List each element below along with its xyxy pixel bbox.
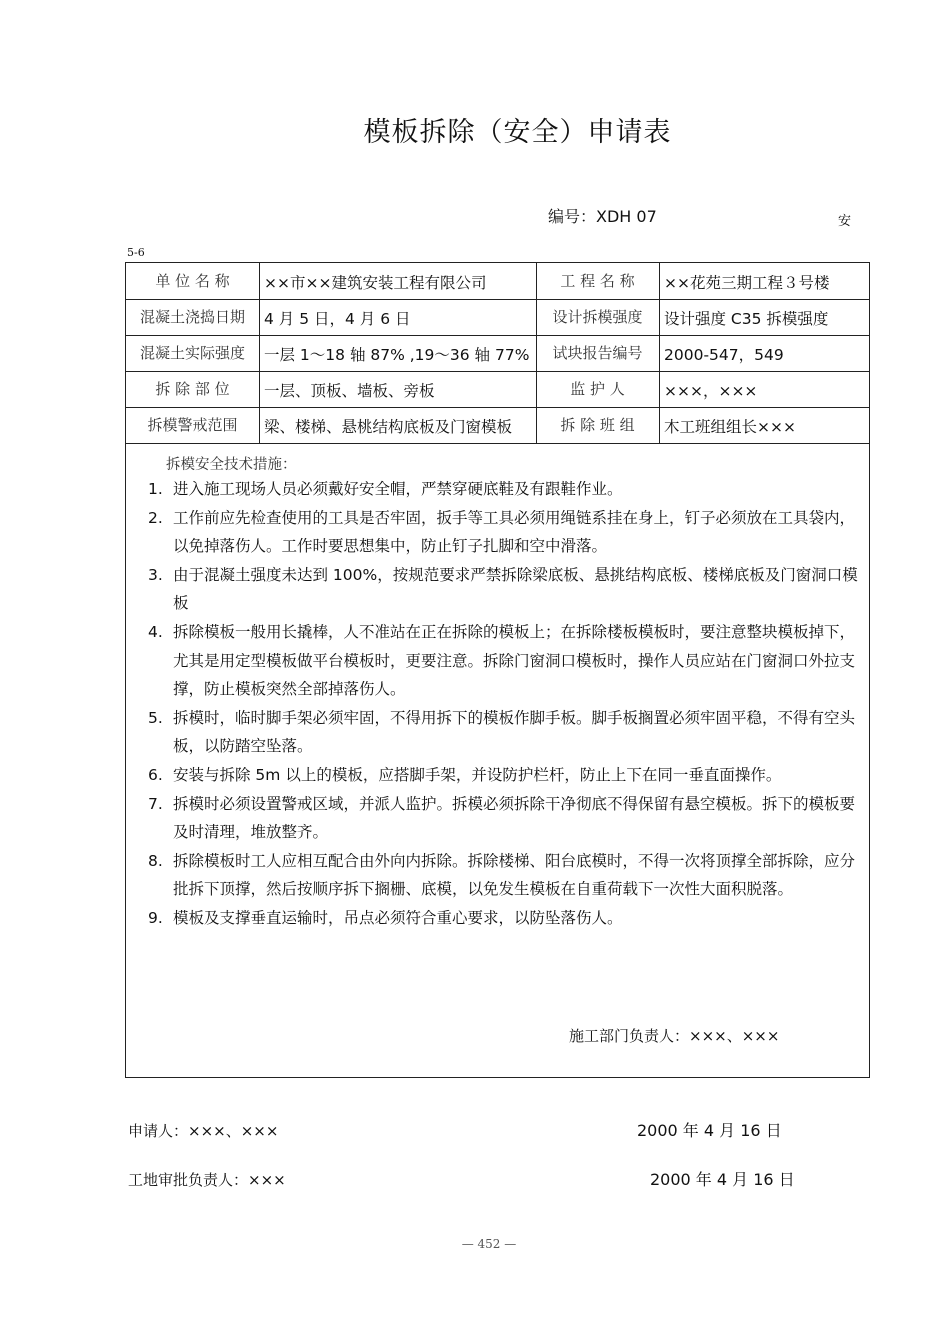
item-number: 8. [148,851,163,870]
page-title: 模板拆除（安全）申请表 [363,117,672,148]
approver-label: 工地审批负责人： [128,1171,249,1189]
item-text: 拆除模板一般用长撬棒，人不准站在正在拆除的模板上；在拆除楼板模板时，要注意整块模板掉下，尤其是用定型模板做平台模板时，更要注意。拆除门窗洞口模板时，操作人员应站在门窗洞口外拉支撑，防止模板突然全部掉落伤人。 [173,622,856,699]
field-label: 拆模警戒范围 [147,416,238,434]
applicant [128,1120,278,1141]
applicant-date: 2000 年 4 月 16 日 [637,1121,782,1140]
list-item [148,761,858,790]
list-item [148,504,858,561]
column-divider [659,263,660,443]
field-label: 混凝土实际强度 [139,344,245,362]
field-label: 拆 除 班 组 [560,416,635,434]
list-item [148,561,858,618]
document-code [548,204,657,227]
field-value: 梁、楼梯、悬桃结构底板及门窗模板 [264,418,513,436]
safety-measures-list [148,475,858,933]
column-divider [259,263,260,443]
item-text: 安装与拆除 5m 以上的模板，应搭脚手架，并设防护栏杆，防止上下在同一垂直面操作。 [173,765,782,784]
code-suffix-number: 5-6 [127,246,145,259]
field-value: ××花苑三期工程３号楼 [664,274,830,292]
item-text: 模板及支撑垂直运输时，吊点必须符合重心要求，以防坠落伤人。 [173,908,623,927]
item-number: 9. [148,908,163,927]
dept-head-label: 施工部门负责人： [569,1027,690,1045]
field-label: 拆 除 部 位 [155,380,230,398]
item-text: 拆模时，临时脚手架必须牢固，不得用拆下的模板作脚手板。脚手板搁置必须牢固平稳，不得有空头板，以防踏空坠落。 [173,708,856,756]
page-number: — 452 — [461,1237,517,1251]
item-text: 进入施工现场人员必须戴好安全帽，严禁穿硬底鞋及有跟鞋作业。 [173,480,623,498]
list-item [148,475,858,504]
item-number: 5. [148,708,163,727]
list-item [148,618,858,704]
code-value: XDH 07 [596,207,657,226]
list-item [148,790,858,847]
field-value: 一层 1～18 轴 87% ,19～36 轴 77% [264,346,530,364]
field-label: 混凝土浇捣日期 [139,308,245,326]
code-label: 编号： [548,207,597,226]
item-number: 7. [148,794,163,813]
applicant-label: 申请人： [128,1122,189,1140]
approver-date: 2000 年 4 月 16 日 [650,1170,795,1189]
item-text: 工作前应先检查使用的工具是否牢固，扳手等工具必须用绳链系挂在身上，钉子必须放在工具袋内，以免掉落伤人。工作时要思想集中，防止钉子扎脚和空中滑落。 [173,508,856,556]
field-value: 4 月 5 日，4 月 6 日 [264,310,411,328]
field-label: 设计拆模强度 [552,308,643,326]
list-item [148,704,858,761]
measures-heading: 拆模安全技术措施： [166,457,297,473]
item-number: 1. [148,480,163,498]
list-item [148,904,858,933]
field-value: ××市××建筑安装工程有限公司 [264,274,487,292]
item-number: 3. [148,565,163,584]
field-value: 一层、顶板、墙板、旁板 [264,382,435,400]
list-item [148,847,858,904]
dept-head-value: ×××、××× [689,1027,780,1045]
item-number: 4. [148,622,163,641]
item-text: 拆模时必须设置警戒区域，并派人监护。拆模必须拆除干净彻底不得保留有悬空模板。拆下的模板要及时清理，堆放整齐。 [173,794,856,842]
code-suffix: 安 [838,214,852,229]
field-label: 工 程 名 称 [560,272,635,290]
field-value: 设计强度 C35 拆模强度 [664,310,829,328]
application-form [125,262,870,1078]
applicant-value: ×××、××× [188,1122,279,1140]
dept-head-signature [569,1025,779,1046]
field-value: ×××，××× [664,382,758,400]
approver [128,1169,286,1190]
item-number: 6. [148,765,163,784]
item-text: 拆除模板时工人应相互配合由外向内拆除。拆除楼梯、阳台底模时，不得一次将顶撑全部拆除，应分批拆下顶撑，然后按顺序拆下搁栅、底模，以免发生模板在自重荷载下一次性大面积脱落。 [173,851,856,899]
approver-value: ××× [248,1171,286,1189]
field-label: 试块报告编号 [552,344,643,362]
field-value: 木工班组组长××× [664,418,796,436]
field-value: 2000-547，549 [664,346,784,364]
item-number: 2. [148,508,163,527]
field-label: 监 护 人 [570,380,625,398]
row-divider [126,443,869,444]
field-label: 单 位 名 称 [155,272,230,290]
item-text: 由于混凝土强度未达到 100%，按规范要求严禁拆除梁底板、悬挑结构底板、楼梯底板及门窗洞口模板 [173,565,858,613]
